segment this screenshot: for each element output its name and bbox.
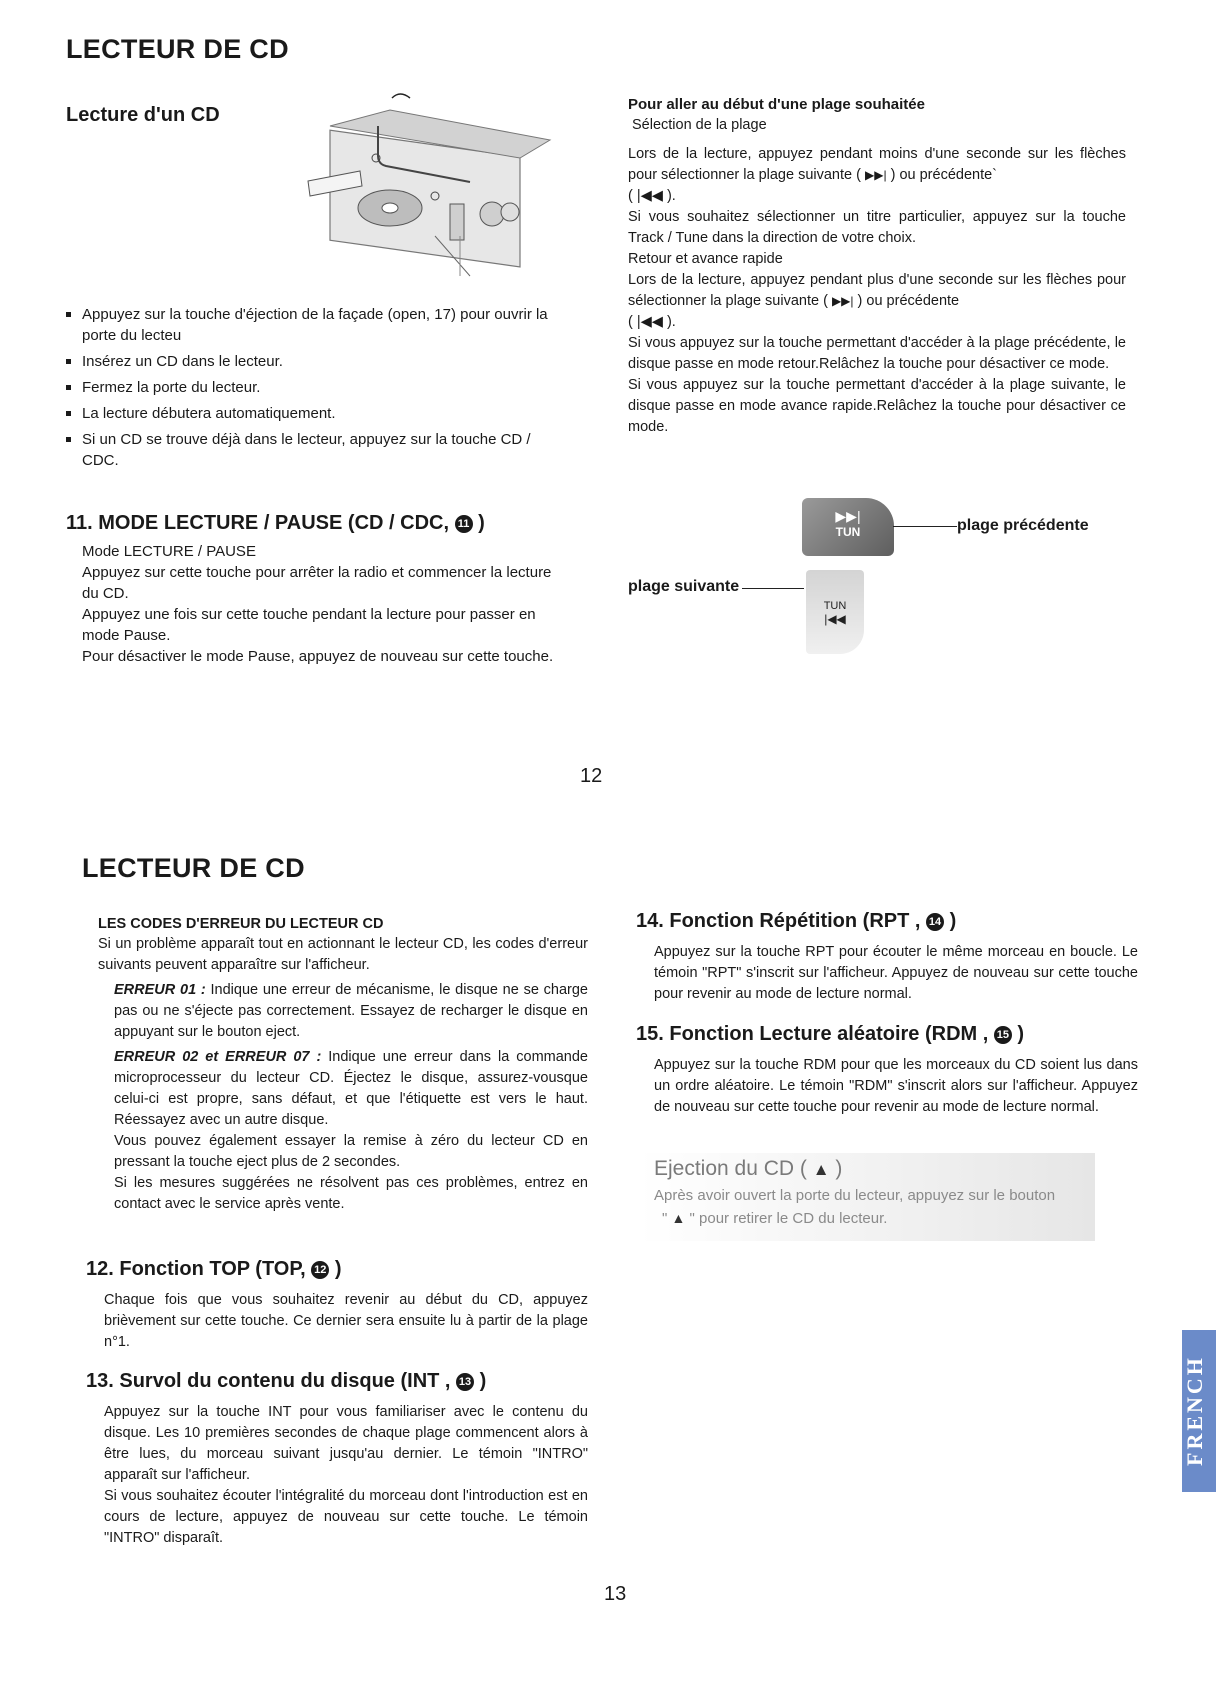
subsection-heading: LES CODES D'ERREUR DU LECTEUR CD — [98, 916, 384, 932]
paragraph: Chaque fois que vous souhaitez revenir au début du CD, appuyez brièvement sur cette touche. Ce dernier sera ensuite lu à partir de la plage n°1. — [104, 1292, 588, 1350]
leader-line — [742, 588, 804, 589]
heading-text: MODE LECTURE / PAUSE (CD / CDC, — [98, 512, 450, 534]
paragraph: Appuyez sur la touche INT pour vous familiariser avec le contenu du disque. Les 10 premières secondes de chaque plage commencent alors à être lues, du morceau suivant jusqu'au dernier. Le témoin "INTRO" apparaît sur l'afficheur. — [104, 1404, 588, 1483]
next-icon: ▶▶| — [835, 508, 861, 524]
paragraph: Lors de la lecture, appuyez pendant moins d'une seconde sur les flèches pour sélectionner la plage suivante ( ▶▶| ) ou précédente` — [628, 146, 1126, 183]
section-heading-top: 12. Fonction TOP (TOP, 12 ) — [86, 1258, 342, 1280]
paragraph: " ▲ " pour retirer le CD du lecteur. — [662, 1210, 888, 1227]
label-prev-track: plage précédente — [957, 517, 1089, 534]
error-label: ERREUR 01 : — [114, 982, 206, 998]
next-track-icon: ▶▶| — [831, 294, 854, 308]
intro-body — [104, 1402, 588, 1549]
page-number: 12 — [580, 765, 603, 787]
list-item: Insérez un CD dans le lecteur. — [66, 351, 556, 372]
cd-mechanism-illustration — [300, 86, 562, 286]
track-selection-section — [628, 95, 1126, 438]
subsection-heading: Pour aller au début d'une plage souhaitée — [628, 96, 925, 113]
paragraph: Si vous souhaitez sélectionner un titre particulier, appuyez sur la touche Track / Tune dans la direction de votre choix. — [628, 209, 1126, 246]
error-02-paragraph: ERREUR 02 et ERREUR 07 : Indique une erreur dans la commande microprocesseur du lecteur CD. Éjectez le disque, assurez-vousque celui-ci est propre, sans défaut, et que l'étiquette est vers le haut. Réessayez avec un autre disque. — [114, 1049, 588, 1128]
paragraph: Appuyez sur la touche RDM pour que les morceaux du CD soient lus dans un ordre aléatoire. Le témoin "RDM" s'inscrit alors sur l'afficheur. Appuyez de nouveau sur cette touche pour revenir au mode de lecture normal. — [654, 1057, 1138, 1115]
list-item: La lecture débutera automatiquement. — [66, 403, 556, 424]
paragraph: Pour désactiver le mode Pause, appuyez de nouveau sur cette touche. — [82, 648, 554, 665]
list-item: Fermez la porte du lecteur. — [66, 377, 556, 398]
page-number: 13 — [604, 1583, 627, 1605]
reading-bullet-list — [66, 304, 556, 476]
paragraph: Appuyez sur cette touche pour arrêter la radio et commencer la lecture du CD. — [82, 564, 552, 602]
paragraph: Lors de la lecture, appuyez pendant plus d'une seconde sur les flèches pour sélectionner la plage suivante ( ▶▶| ) ou précédente — [628, 272, 1126, 309]
error-label: ERREUR 02 et ERREUR 07 : — [114, 1049, 322, 1065]
button-number-badge: 12 — [311, 1261, 329, 1279]
next-track-button-illustration — [802, 498, 894, 556]
section-number: 11. — [66, 512, 93, 534]
paragraph: Après avoir ouvert la porte du lecteur, appuyez sur le bouton — [654, 1187, 1056, 1204]
error-codes-section — [98, 914, 588, 1215]
paragraph: Si un problème apparaît tout en actionnant le lecteur CD, les codes d'erreur suivants peuvent apparaître sur l'afficheur. — [98, 936, 588, 973]
paragraph: Appuyez une fois sur cette touche pendant la lecture pour passer en mode Pause. — [82, 606, 536, 644]
heading-end: ) — [478, 512, 485, 534]
paragraph: Si vous souhaitez écouter l'intégralité du morceau dont l'introduction est en cours de lecture, appuyez de nouveau sur cette touche. Le témoin "INTRO" disparaît. — [104, 1488, 588, 1546]
next-track-icon: ▶▶| — [864, 168, 887, 182]
error-01-paragraph: ERREUR 01 : Indique une erreur de mécanisme, le disque ne se charge pas ou ne s'éjecte pas correctement. Essayez de recharger le disque en appuyant sur le bouton eject. — [114, 982, 588, 1040]
list-item: Appuyez sur la touche d'éjection de la façade (open, 17) pour ouvrir la porte du lecteu — [66, 304, 556, 346]
button-number-badge: 13 — [456, 1373, 474, 1391]
button-number-badge: 15 — [994, 1026, 1012, 1044]
eject-icon: ▲ — [812, 1160, 830, 1179]
section-heading-eject: Ejection du CD ( ▲ ) — [654, 1157, 843, 1180]
mode-body — [82, 541, 572, 667]
prev-track-line: ( |◀◀ ). — [628, 188, 676, 204]
section-heading-reading: Lecture d'un CD — [66, 104, 220, 126]
prev-track-line: ( |◀◀ ). — [628, 314, 676, 330]
paragraph: Si les mesures suggérées ne résolvent pas ces problèmes, entrez en contact avec le service après vente. — [114, 1175, 588, 1212]
eject-section — [640, 1153, 1095, 1241]
button-text: TUN — [835, 525, 861, 539]
paragraph: Appuyez sur la touche RPT pour écouter le même morceau en boucle. Le témoin "RPT" s'inscrit sur l'afficheur. Appuyez de nouveau sur cette touche pour revenir au mode de lecture normal. — [654, 944, 1138, 1002]
label-next-track: plage suivante — [628, 578, 740, 595]
button-number-badge: 14 — [926, 913, 944, 931]
leader-line — [893, 526, 957, 527]
page-title: LECTEUR DE CD — [66, 34, 289, 64]
prev-icon: |◀◀ — [824, 612, 846, 626]
paragraph: Si vous appuyez sur la touche permettant d'accéder à la plage précédente, le disque passe en mode retour.Relâchez la touche pour désactiver ce mode. — [628, 335, 1126, 372]
prev-track-button-illustration — [806, 570, 864, 654]
eject-icon: ▲ — [671, 1210, 686, 1226]
section-heading-intro: 13. Survol du contenu du disque (INT , 13 ) — [86, 1370, 487, 1392]
subsection-label: Sélection de la plage — [632, 117, 767, 133]
section-heading-mode — [66, 512, 485, 535]
page-title: LECTEUR DE CD — [82, 853, 305, 883]
list-item: Si un CD se trouve déjà dans le lecteur, appuyez sur la touche CD / CDC. — [66, 429, 556, 471]
button-text: TUN — [823, 600, 847, 612]
button-number-badge: 11 — [455, 515, 473, 533]
section-heading-random: 15. Fonction Lecture aléatoire (RDM , 15 ) — [636, 1023, 1025, 1045]
section-heading-repeat: 14. Fonction Répétition (RPT , 14 ) — [636, 910, 957, 932]
paragraph: Vous pouvez également essayer la remise à zéro du lecteur CD en pressant la touche eject plus de 2 secondes. — [114, 1133, 588, 1170]
paragraph: Mode LECTURE / PAUSE — [82, 543, 256, 560]
paragraph: Si vous appuyez sur la touche permettant d'accéder à la plage suivante, le disque passe en mode avance rapide.Relâchez la touche pour désactiver ce mode. — [628, 377, 1126, 435]
subsection-label: Retour et avance rapide — [628, 251, 783, 267]
language-side-tab: FRENCH — [1182, 1330, 1216, 1492]
